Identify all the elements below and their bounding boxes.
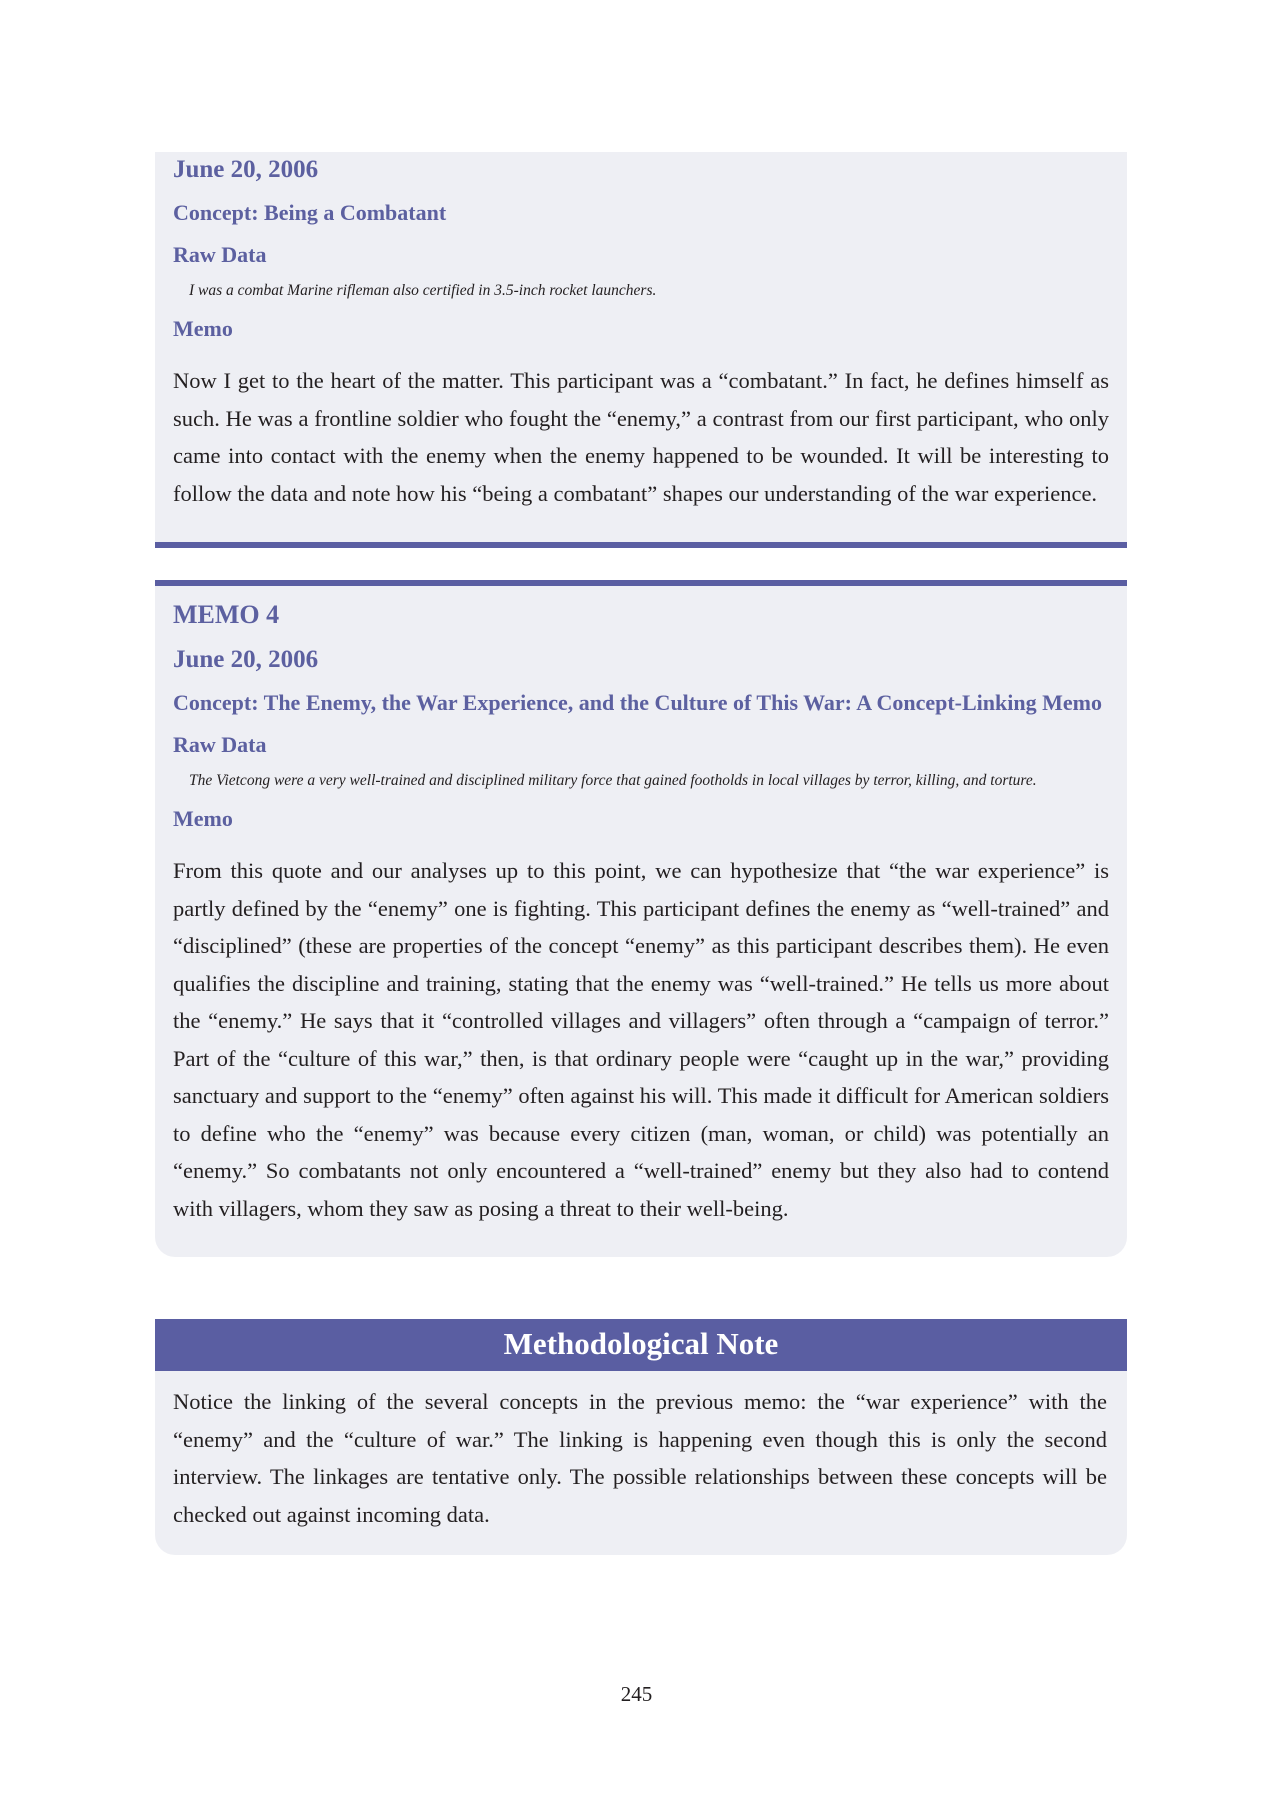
memo-3-concept: Concept: Being a Combatant [173,200,447,225]
memo-4-title: MEMO 4 [173,600,280,629]
memo-3-memo-heading: Memo [173,316,233,341]
memo-3-raw-data-quote: I was a combat Marine rifleman also certified in 3.5-inch rocket launchers. [189,282,657,299]
methodological-note-text: Notice the linking of the several concepts in the previous memo: the “war experience” with the “enemy” and the “culture of war.” The linking is happening even though this is only the second interview. The linkages are tentative only. The possible relationships between these concepts will be checked out against incoming data. [173,1389,1107,1527]
memo-4-date: June 20, 2006 [173,646,319,673]
memo-3-box [155,152,1127,548]
memo-4-memo-text: From this quote and our analyses up to this point, we can hypothesize that “the war experience” is partly defined by the “enemy” one is fighting. This participant defines the enemy as “well-trained” and “disciplined” (these are properties of the concept “enemy” as this participant describes them). He even qualifies the discipline and training, stating that the enemy was “well-trained.” He tells us more about the “enemy.” He says that it “controlled villages and villagers” often through a “campaign of terror.” Part of the “culture of this war,” then, is that ordinary people were “caught up in the war,” providing sanctuary and support to the “enemy” often against his will. This made it difficult for American soldiers to define who the “enemy” was because every citizen (man, woman, or child) was potentially an “enemy.” So combatants not only encountered a “well-trained” enemy but they also had to contend with villagers, whom they saw as posing a threat to their well-being. [173,858,1109,1221]
memo-3-raw-data-heading: Raw Data [173,242,267,267]
memo-4-concept: Concept: The Enemy, the War Experience, and the Culture of This War: A Concept-Linking Memo [173,690,1102,715]
memo-4-memo-heading: Memo [173,806,233,831]
methodological-note [155,1319,1127,1555]
memo-4-box [155,580,1127,1257]
memo-4-raw-data-heading: Raw Data [173,732,267,757]
methodological-note-title: Methodological Note [155,1319,1127,1371]
page-number: 245 [620,1682,653,1706]
memo-4-raw-data-quote: The Vietcong were a very well-trained and disciplined military force that gained footholds in local villages by terror, killing, and torture. [189,772,1037,789]
page-content [155,152,1127,1555]
memo-3-date: June 20, 2006 [173,156,319,183]
methodological-note-box [155,1371,1127,1555]
memo-3-memo-text: Now I get to the heart of the matter. This participant was a “combatant.” In fact, he defines himself as such. He was a frontline soldier who fought the “enemy,” a contrast from our first participant, who only came into contact with the enemy when the enemy happened to be wounded. It will be interesting to follow the data and note how his “being a combatant” shapes our understanding of the war experience. [173,368,1109,506]
